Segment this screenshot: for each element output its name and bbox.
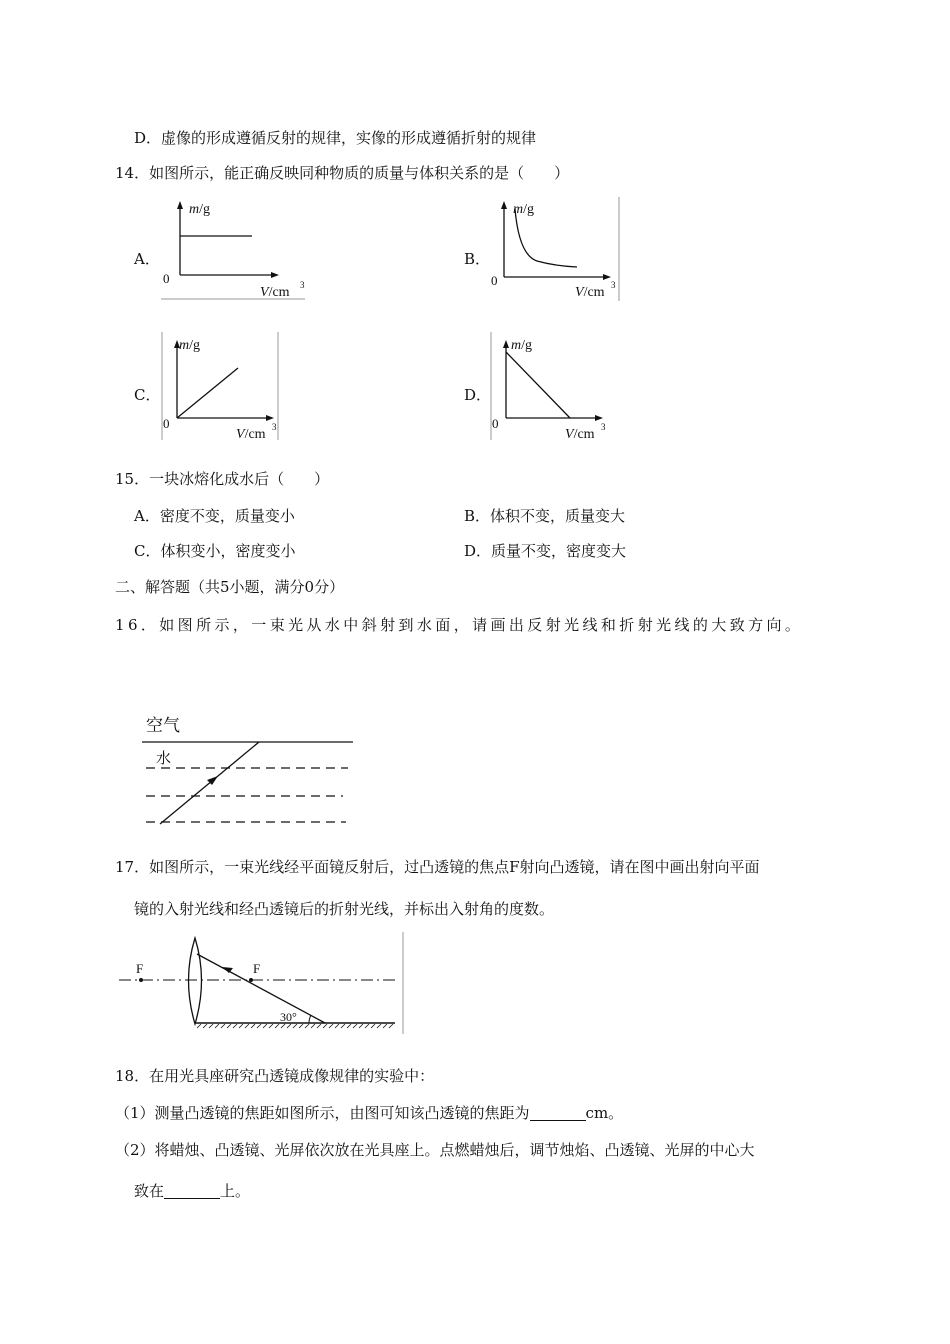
- focus-label-left: F: [136, 961, 144, 976]
- x-axis-label: V/cm: [260, 285, 290, 300]
- q18-stem: 18．在用光具座研究凸透镜成像规律的实验中：: [115, 1067, 435, 1085]
- q17-stem-line2: 镜的入射光线和经凸透镜后的折射光线，并标出入射角的度数。: [134, 900, 555, 918]
- q17-stem-line1: 17．如图所示，一束光线经平面镜反射后，过凸透镜的焦点F射向凸透镜，请在图中画出射向平面: [115, 858, 760, 876]
- y-axis-label: m/g: [513, 202, 535, 217]
- y-axis-label: m/g: [189, 202, 211, 217]
- q14-stem: 14．如图所示，能正确反映同种物质的质量与体积关系的是（ ）: [115, 164, 570, 182]
- mirror-hatching: [197, 1024, 393, 1028]
- origin-label: 0: [163, 271, 170, 286]
- curve-decreasing: [506, 352, 570, 418]
- q13-option-d: D．虚像的形成遵循反射的规律，实像的形成遵循折射的规律: [134, 129, 537, 147]
- q14-graph-b: [485, 195, 625, 303]
- q14-option-c-label: C．: [134, 386, 161, 404]
- x-axis-label: V/cm: [575, 285, 605, 300]
- q18-part2-line1: （2）将蜡烛、凸透镜、光屏依次放在光具座上。点燃蜡烛后，调节烛焰、凸透镜、光屏的中心大: [115, 1141, 755, 1159]
- focus-point-right: [249, 978, 253, 982]
- q18-part1-text: （1）测量凸透镜的焦距如图所示，由图可知该凸透镜的焦距为: [115, 1104, 530, 1122]
- q18-part1: [115, 1103, 623, 1123]
- q16-diagram: [138, 710, 360, 828]
- x-axis-arrow-icon: [603, 274, 611, 280]
- q14-option-b-label: B．: [464, 250, 491, 268]
- q18-part2-end: 上。: [220, 1182, 251, 1200]
- x-axis-label: V/cm: [565, 427, 595, 442]
- x-axis-unit-superscript: 3: [601, 422, 606, 432]
- same-height-blank[interactable]: [164, 1183, 220, 1199]
- curve-inverse: [515, 209, 577, 267]
- y-axis-arrow-icon: [503, 340, 509, 348]
- incident-ray: [160, 742, 259, 824]
- origin-label: 0: [163, 416, 170, 431]
- focus-label-right: F: [253, 961, 261, 976]
- air-label: 空气: [146, 716, 180, 735]
- x-axis-arrow-icon: [271, 272, 279, 278]
- q14-option-a-label: A．: [134, 250, 160, 268]
- x-axis-unit-superscript: 3: [611, 280, 616, 290]
- q14-graph-c: [158, 330, 283, 442]
- q15-option-a: A．密度不变，质量变小: [134, 507, 295, 525]
- q17-diagram: [115, 928, 410, 1036]
- focus-point-left: [139, 978, 143, 982]
- q14-graph-a: [155, 195, 315, 303]
- origin-label: 0: [491, 273, 498, 288]
- curve-proportional: [177, 368, 238, 418]
- q16-stem: 16．如图所示，一束光从水中斜射到水面，请画出反射光线和折射光线的大致方向。: [115, 616, 804, 634]
- x-axis-arrow-icon: [595, 415, 603, 421]
- q14-option-d-label: D．: [464, 386, 492, 404]
- q14-graph-d: [487, 330, 612, 442]
- focal-length-blank[interactable]: [530, 1105, 586, 1121]
- y-axis-arrow-icon: [501, 201, 507, 209]
- x-axis-label: V/cm: [236, 427, 266, 442]
- q15-stem: 15．一块冰熔化成水后（ ）: [115, 470, 330, 488]
- q18-part2-text: 致在: [134, 1182, 165, 1200]
- q18-part2-line2: [134, 1181, 250, 1201]
- q15-option-d: D．质量不变，密度变大: [464, 542, 627, 560]
- reflected-ray: [197, 954, 325, 1023]
- y-axis-arrow-icon: [177, 201, 183, 209]
- q15-option-b: B．体积不变，质量变大: [464, 507, 626, 525]
- x-axis-unit-superscript: 3: [300, 280, 305, 290]
- y-axis-label: m/g: [179, 338, 201, 353]
- y-axis-label: m/g: [511, 338, 533, 353]
- angle-arc: [309, 1015, 311, 1023]
- angle-label: 30°: [280, 1010, 297, 1024]
- x-axis-arrow-icon: [266, 415, 274, 421]
- q18-part1-unit: cm。: [585, 1104, 624, 1122]
- x-axis-unit-superscript: 3: [272, 422, 277, 432]
- water-label: 水: [156, 751, 172, 767]
- origin-label: 0: [492, 416, 499, 431]
- convex-lens-icon: [189, 938, 202, 1024]
- q15-option-c: C．体积变小，密度变小: [134, 542, 296, 560]
- section-heading: 二、解答题（共5小题，满分0分）: [115, 578, 345, 596]
